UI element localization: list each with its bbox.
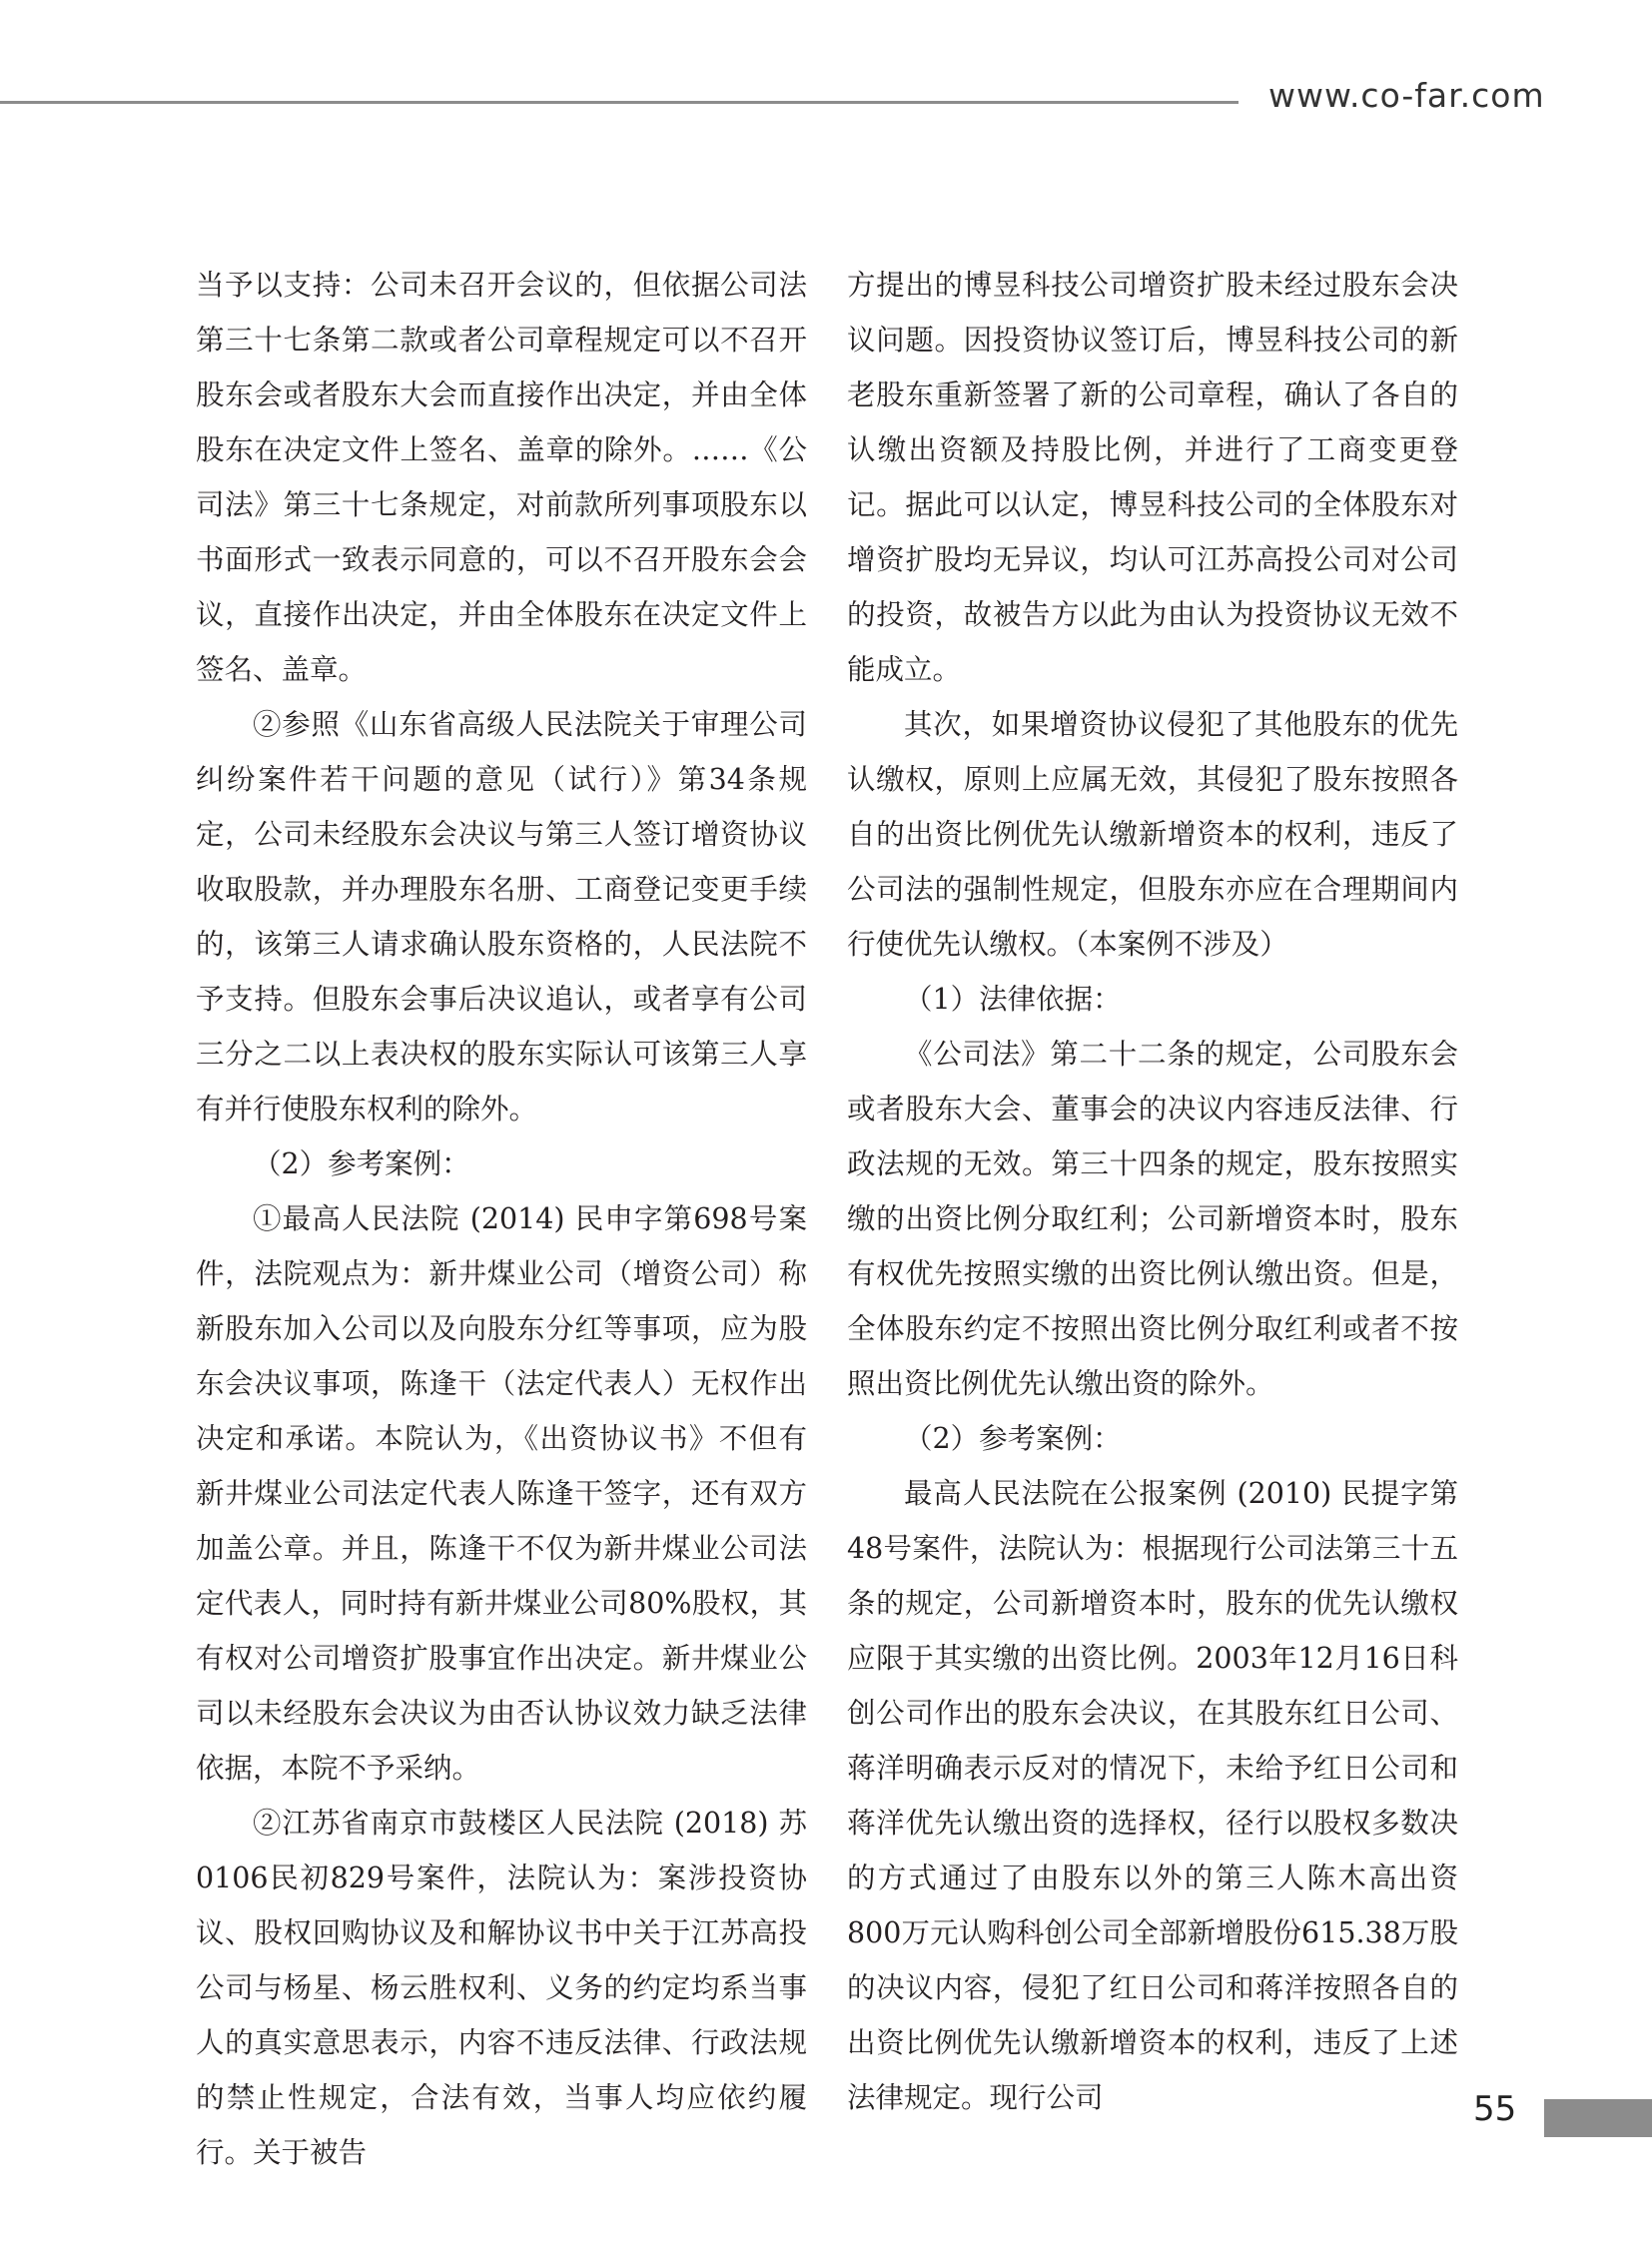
paragraph: 其次，如果增资协议侵犯了其他股东的优先认缴权，原则上应属无效，其侵犯了股东按照各自的出资比例优先认缴新增资本的权利，违反了公司法的强制性规定，但股东亦应在合理期间内行使优先认缴权。（本案例不涉及） <box>847 708 1458 961</box>
right-column <box>847 258 1458 2125</box>
paragraph: ②江苏省南京市鼓楼区人民法院 (2018) 苏0106民初829号案件，法院认为：案涉投资协议、股权回购协议及和解协议书中关于江苏高投公司与杨星、杨云胜权利、义务的约定均系当事人的真实意思表示，内容不违反法律、行政法规的禁止性规定，合法有效，当事人均应依约履行。关于被告 <box>196 1807 807 2169</box>
paragraph: 当予以支持：公司未召开会议的，但依据公司法第三十七条第二款或者公司章程规定可以不召开股东会或者股东大会而直接作出决定，并由全体股东在决定文件上签名、盖章的除外。……《公司法》第三十七条规定，对前款所列事项股东以书面形式一致表示同意的，可以不召开股东会会议，直接作出决定，并由全体股东在决定文件上签名、盖章。 <box>196 269 807 686</box>
paragraph: ①最高人民法院 (2014) 民申字第698号案件，法院观点为：新井煤业公司（增资公司）称新股东加入公司以及向股东分红等事项，应为股东会决议事项，陈逢干（法定代表人）无权作出决定和承诺。本院认为，《出资协议书》不但有新井煤业公司法定代表人陈逢干签字，还有双方加盖公章。并且，陈逢干不仅为新井煤业公司法定代表人，同时持有新井煤业公司80%股权，其有权对公司增资扩股事宜作出决定。新井煤业公司以未经股东会决议为由否认协议效力缺乏法律依据，本院不予采纳。 <box>196 1202 807 1785</box>
page-number: 55 <box>1473 2089 1517 2129</box>
paragraph: 方提出的博昱科技公司增资扩股未经过股东会决议问题。因投资协议签订后，博昱科技公司的新老股东重新签署了新的公司章程，确认了各自的认缴出资额及持股比例，并进行了工商变更登记。据此可以认定，博昱科技公司的全体股东对增资扩股均无异议，均认可江苏高投公司对公司的投资，故被告方以此为由认为投资协议无效不能成立。 <box>847 269 1458 686</box>
paragraph: ②参照《山东省高级人民法院关于审理公司纠纷案件若干问题的意见（试行）》第34条规定，公司未经股东会决议与第三人签订增资协议收取股款，并办理股东名册、工商登记变更手续的，该第三人请求确认股东资格的，人民法院不予支持。但股东会事后决议追认，或者享有公司三分之二以上表决权的股东实际认可该第三人享有并行使股东权利的除外。 <box>196 708 807 1125</box>
left-column <box>196 258 807 2180</box>
section-heading: （2）参考案例： <box>904 1422 1122 1455</box>
paragraph: 最高人民法院在公报案例 (2010) 民提字第48号案件，法院认为：根据现行公司法第三十五条的规定，公司新增资本时，股东的优先认缴权应限于其实缴的出资比例。2003年12月16日科创公司作出的股东会决议，在其股东红日公司、蒋洋明确表示反对的情况下，未给予红日公司和蒋洋优先认缴出资的选择权，径行以股权多数决的方式通过了由股东以外的第三人陈木高出资800万元认购科创公司全部新增股份615.38万股的决议内容，侵犯了红日公司和蒋洋按照各自的出资比例优先认缴新增资本的权利，违反了上述法律规定。现行公司 <box>847 1477 1458 2114</box>
site-url[interactable]: www.co-far.com <box>1268 76 1545 115</box>
section-heading: （1）法律依据： <box>904 983 1122 1016</box>
section-heading: （2）参考案例： <box>253 1147 470 1180</box>
paragraph: 《公司法》第二十二条的规定，公司股东会或者股东大会、董事会的决议内容违反法律、行政法规的无效。第三十四条的规定，股东按照实缴的出资比例分取红利；公司新增资本时，股东有权优先按照实缴的出资比例认缴出资。但是，全体股东约定不按照出资比例分取红利或者不按照出资比例优先认缴出资的除外。 <box>847 1038 1458 1400</box>
page-number-bar <box>1544 2099 1652 2137</box>
header-rule <box>0 101 1239 104</box>
